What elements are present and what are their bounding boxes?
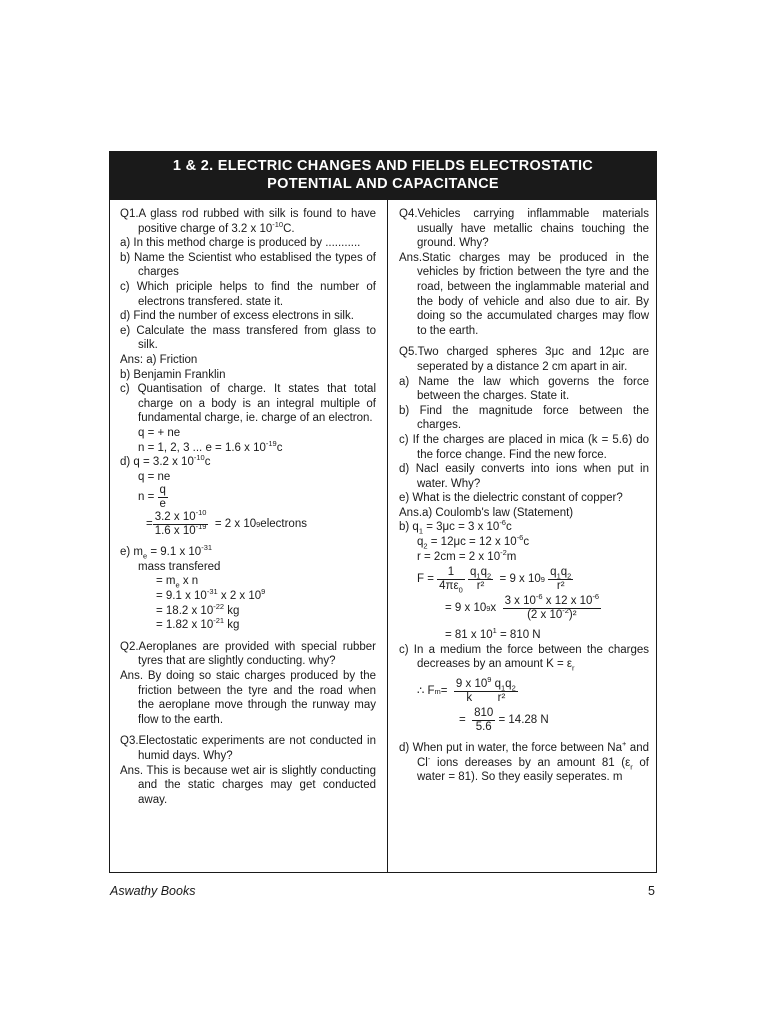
fraction-q1q2-over-r2-b: $\frac{q_1q_2}{\text{r²}}$ <box>550 566 572 593</box>
q1-mass-label: mass transfered <box>138 560 221 573</box>
q5-part-c: c) If the charges are placed in mica (k = 5.6) do the force change. Find the new force. <box>399 433 649 461</box>
chapter-title-line2: POTENTIAL AND CAPACITANCE <box>267 176 499 192</box>
q1-answer-a: Ans: a) Friction <box>120 353 198 366</box>
q1-question: Q1.A glass rod rubbed with silk is found to have positive charge of 3.2 x $10^{-10}C$. <box>120 208 376 235</box>
q1-part-e: e) Calculate the mass transfered from glass to silk. <box>120 324 376 352</box>
q5-answer-a: Ans.a) Coulomb's law (Statement) <box>399 506 574 519</box>
q5-eq-q2: $q_2 = 12\mu c = 12$ x $10^{-6}c$ <box>417 533 530 551</box>
fraction-charge-ratio: $\frac{3.2 x 10^{-10}}{1.6 x 10^{-19}}$ <box>154 508 207 538</box>
q1-eq-q: q = + ne <box>138 426 181 439</box>
q5-part-b: b) Find the magnitude force between the charges. <box>399 404 649 432</box>
q5-force-result: = 81 x $10^1 = 810$ N <box>445 626 541 642</box>
fraction-medium-force: $\frac{9 x 10^9 q_1q_2}{\text{k r²}}$ <box>455 675 516 705</box>
q3-question: Q3.Electostatic experiments are not conducted in humid days. Why? <box>120 735 376 762</box>
q3-answer: Ans. This is because wet air is slightly conducting and the static charges may get conducted away. <box>120 764 376 806</box>
q5-part-d: d) Nacl easily converts into ions when put in water. Why? <box>399 463 649 490</box>
column-divider <box>387 200 388 872</box>
left-column <box>120 207 376 807</box>
content-box <box>109 151 657 873</box>
fraction-q1q2-over-r2: $\frac{q_1q_2}{\text{r²}}$ <box>469 566 492 593</box>
q1-eq-electrons: = $\frac{3.2 x 10^{-10}}{1.6 x 10^{-19}}$ = 2 x 10 9 electrons <box>146 508 307 538</box>
q5-part-e: e) What is the dielectric constant of copper? <box>399 492 623 505</box>
q1-part-a: a) In this method charge is produced by ........... <box>120 237 361 250</box>
q2-question: Q2.Aeroplanes are provided with special rubber tyres that are slightly conducting. why? <box>120 640 376 668</box>
q5-question: Q5.Two charged spheres 3μc and 12μc are seperated by a distance 2 cm apart in air. <box>399 346 649 373</box>
chapter-title-line1: 1 & 2. ELECTRIC CHANGES AND FIELDS ELECTROSTATIC <box>172 158 594 174</box>
q4-answer: Ans.Static charges may be produced in the vehicles by friction between the tyre and the road, between the inglammable material and the body of vehicle and also due to air. By doing so the accumulated charges may flow to the earth. <box>399 251 649 337</box>
q5-eq-medium-force: ∴ F m = $\frac{9 x 10^9 q_1q_2}{\text{k r²}}$ <box>417 675 516 705</box>
q1-answer-d: d) q = 3.2 x $10^{-10}c$ <box>120 453 211 469</box>
q1-mass-step3: = 18.2 x $10^{-22}$ kg <box>156 601 240 617</box>
fraction-810-over-5-6: $\frac{810}{5.6}$ <box>474 707 494 734</box>
q1-mass-step4: = 1.82 x $10^{-21}$ kg <box>156 616 240 632</box>
q1-answer-e: e) $m_e = 9.1$ x $10^{-31}$ <box>120 543 213 561</box>
fraction-q-over-e: $\frac{q}{e}$ <box>159 484 166 511</box>
q5-answer-b: b) $q_1 = 3\mu c = 3$ x $10^{-6}c$ <box>399 518 512 536</box>
q5-eq-force-substituted: = 9 x 10 9 x $\frac{3 x 10^{-6} x 12 x 10^{-6}}{(2 x 10^{-2})^2}$ <box>445 592 600 622</box>
q1-mass-step2: = 9.1 x $10^{-31}$ x 2 x $10^9$ <box>156 587 266 603</box>
q1-answer-b: b) Benjamin Franklin <box>120 368 226 381</box>
q1-mass-step1: = $m_e$ x n <box>156 575 199 590</box>
q5-eq-medium-result: = $\frac{810}{5.6}$ = 14.28 N <box>459 707 549 734</box>
chapter-title <box>110 152 656 200</box>
q5-eq-force: F = $\frac{1}{4\pi\varepsilon_0}$ $\frac{q_1q_2}{\text{r²}}$ = 9 x 10 9 $\frac{q_1q_2}{\text{r²}}$ <box>417 566 572 595</box>
q1-eq-n: n = 1, 2, 3 ... e = 1.6 x $10^{-19}c$ <box>138 438 283 454</box>
q1-eq-n-frac: n = $\frac{q}{e}$ <box>138 484 166 511</box>
q1-part-b: b) Name the Scientist who establised the types of charges <box>120 251 376 279</box>
fraction-coulomb-constant: $\frac{1}{4\pi\varepsilon_0}$ <box>439 566 463 595</box>
q1-answer-c: c) Quantisation of charge. It states that total charge on a body is an integral multiple of fundamental charge, ie. charge of an electron. <box>120 383 376 425</box>
q1-part-d: d) Find the number of excess electrons in silk. <box>120 310 354 323</box>
q1-eq-q-ne: q = ne <box>138 470 171 483</box>
q5-part-a: a) Name the law which governs the force between the charges. State it. <box>399 375 649 403</box>
right-column <box>399 207 649 785</box>
q5-answer-d: d) When put in water, the force between Na+ and Cl- ions dereases by an amount 81 ($\varepsilon_r$ of water = 81). So they easily seperates. m <box>399 739 649 784</box>
fraction-force-values: $\frac{3 x 10^{-6} x 12 x 10^{-6}}{(2 x 10^{-2})^2}$ <box>504 592 600 622</box>
page-number: 5 <box>648 884 655 898</box>
q4-question: Q4.Vehicles carrying inflammable materials usually have metallic chains touching the ground. Why? <box>399 208 649 250</box>
q1-part-c: c) Which priciple helps to find the number of electrons transfered. state it. <box>120 280 376 308</box>
q2-answer: Ans. By doing so staic charges produced by the friction between the tyre and the road when the aeroplane move through the runway may flow to the earth. <box>120 670 376 726</box>
q5-answer-c: c) In a medium the force between the charges decreases by an amount $K = \varepsilon_r$ <box>399 643 649 673</box>
q5-eq-r: r = 2cm = 2 x $10^{-2}m$ <box>417 547 517 563</box>
publisher-name: Aswathy Books <box>110 884 196 898</box>
